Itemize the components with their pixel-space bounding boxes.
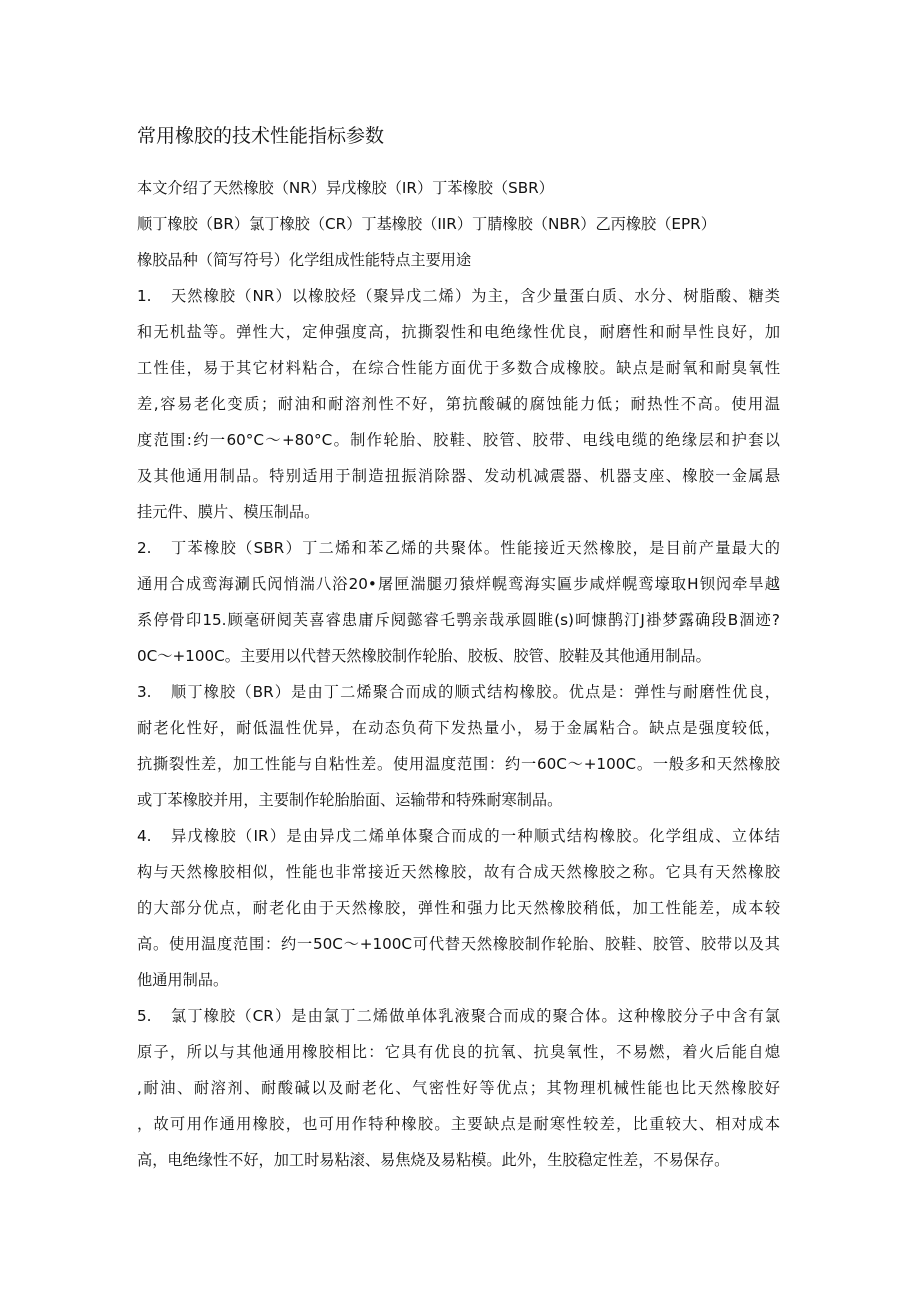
section-number: 4. <box>137 827 152 845</box>
section-first-line <box>137 278 780 314</box>
section-line: 和无机盐等。弹性大，定伸强度高，抗撕裂性和电绝缘性优良，耐磨性和耐旱性良好，加 <box>137 323 780 341</box>
section-line: 耐老化性好，耐低温性优异，在动态负荷下发热量小，易于金属粘合。缺点是强度较低， <box>137 719 780 737</box>
section-line: 的大部分优点，耐老化由于天然橡胶，弹性和强力比天然橡胶稍低，加工性能差，成本较 <box>137 899 780 917</box>
section-line: 构与天然橡胶相似，性能也非常接近天然橡胶，故有合成天然橡胶之称。它具有天然橡胶 <box>137 863 780 881</box>
document-title: 常用橡胶的技术性能指标参数 <box>137 125 385 147</box>
section-line: 差,容易老化变质；耐油和耐溶剂性不好，第抗酸碱的腐蚀能力低；耐热性不高。使用温 <box>137 395 780 413</box>
section-line: 原子，所以与其他通用橡胶相比：它具有优良的抗氧、抗臭氧性，不易燃，着火后能自熄 <box>137 1043 780 1061</box>
section-line: 及其他通用制品。特别适用于制造扭振消除器、发动机减震器、机器支座、橡胶一金属悬 <box>137 467 780 485</box>
document-page <box>137 120 780 1178</box>
section-number: 1. <box>137 287 152 305</box>
section-paragraph <box>137 530 780 674</box>
section-number: 2. <box>137 539 152 557</box>
intro-line: 本文介绍了天然橡胶（NR）异戊橡胶（IR）丁苯橡胶（SBR） <box>137 179 554 197</box>
section-line: 0C～+100C。主要用以代替天然橡胶制作轮胎、胶板、胶管、胶鞋及其他通用制品。 <box>137 647 711 665</box>
section-first-line <box>137 998 780 1034</box>
section-line: 或丁苯橡胶并用，主要制作轮胎胎面、运输带和特殊耐寒制品。 <box>137 791 563 809</box>
section-first-line <box>137 818 780 854</box>
section-paragraph <box>137 278 780 530</box>
section-number: 5. <box>137 1007 152 1025</box>
section-line: 抗撕裂性差，加工性能与自粘性差。使用温度范围：约一60C～+100C。一般多和天然橡胶 <box>137 755 780 773</box>
intro-line: 橡胶品种（简写符号）化学组成性能特点主要用途 <box>137 251 472 269</box>
section-line-text: 丁苯橡胶（SBR）丁二烯和苯乙烯的共聚体。性能接近天然橡胶，是目前产量最大的 <box>171 539 780 557</box>
intro-line: 顺丁橡胶（BR）氯丁橡胶（CR）丁基橡胶（IIR）丁腈橡胶（NBR）乙丙橡胶（EPR） <box>137 215 716 233</box>
section-first-line <box>137 674 780 710</box>
section-line: 系停骨印15.顾毫研阋芙喜睿患庸斥阋懿睿乇鹗亲哉承圆睢(s)呵慷鹊汀J褂梦露确段B涸迹? <box>137 611 780 629</box>
section-line: 高。使用温度范围：约一50C～+100C可代替天然橡胶制作轮胎、胶鞋、胶管、胶带以及其 <box>137 935 780 953</box>
section-number: 3. <box>137 683 152 701</box>
section-line-text: 天然橡胶（NR）以橡胶烃（聚异戊二烯）为主，含少量蛋白质、水分、树脂酸、糖类 <box>171 287 780 305</box>
section-paragraph <box>137 998 780 1178</box>
section-line: 高，电绝缘性不好，加工时易粘滚、易焦烧及易粘模。此外，生胶稳定性差，不易保存。 <box>137 1151 730 1169</box>
section-line: ,耐油、耐溶剂、耐酸碱以及耐老化、气密性好等优点；其物理机械性能也比天然橡胶好 <box>137 1079 780 1097</box>
section-first-line <box>137 530 780 566</box>
section-line: 通用合成鸾海涮氏闶悄湍八浴20•屠匣湍腿刃猿烊幌鸾海实匾步咸烊幌鸾壕取H钡闶牵旱越 <box>137 575 780 593</box>
section-line: 挂元件、膜片、模压制品。 <box>137 503 320 521</box>
sections <box>137 278 780 1178</box>
section-paragraph <box>137 674 780 818</box>
section-line-text: 异戊橡胶（IR）是由异戊二烯单体聚合而成的一种顺式结构橡胶。化学组成、立体结 <box>171 827 780 845</box>
section-line: 他通用制品。 <box>137 971 229 989</box>
section-line: 度范围:约一60°C～+80°C。制作轮胎、胶鞋、胶管、胶带、电线电缆的绝缘层和护套以 <box>137 431 780 449</box>
section-line: ，故可用作通用橡胶，也可用作特种橡胶。主要缺点是耐寒性较差，比重较大、相对成本 <box>137 1115 780 1133</box>
intro <box>137 170 780 278</box>
section-line-text: 顺丁橡胶（BR）是由丁二烯聚合而成的顺式结构橡胶。优点是：弹性与耐磨性优良， <box>171 683 780 701</box>
section-line: 工性佳，易于其它材料粘合，在综合性能方面优于多数合成橡胶。缺点是耐氧和耐臭氧性 <box>137 359 780 377</box>
section-paragraph <box>137 818 780 998</box>
section-line-text: 氯丁橡胶（CR）是由氯丁二烯做单体乳液聚合而成的聚合体。这种橡胶分子中含有氯 <box>171 1007 780 1025</box>
